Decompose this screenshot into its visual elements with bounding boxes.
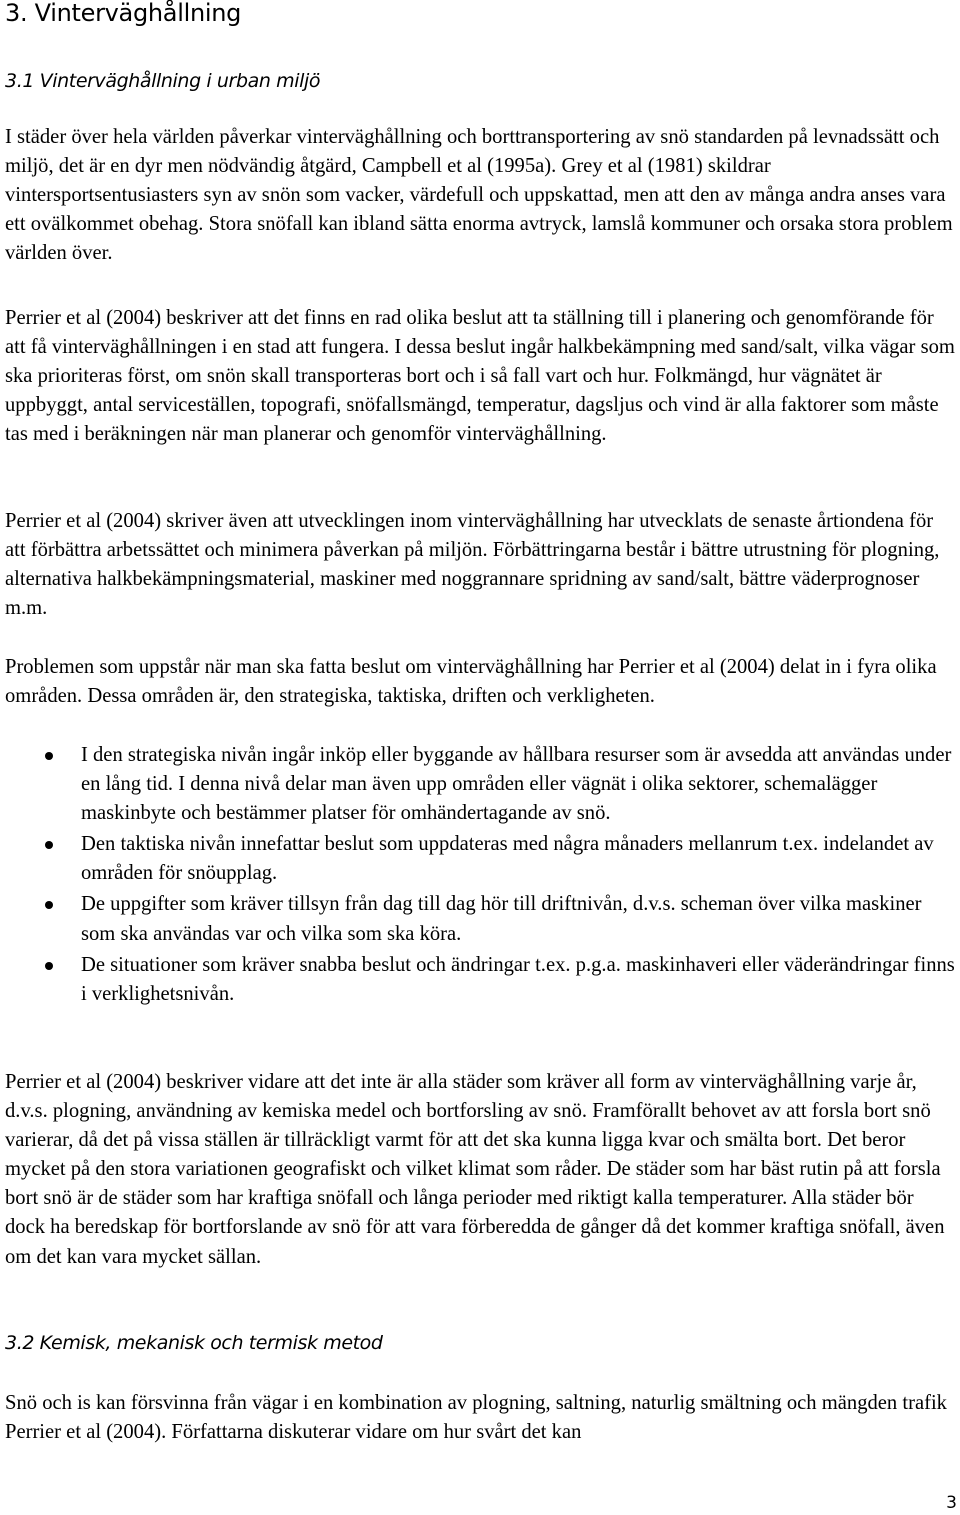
section-heading-3-1: 3.1 Vinterväghållning i urban miljö [5, 70, 321, 92]
bullet-icon [45, 962, 53, 970]
list-item-reality [5, 951, 957, 1009]
section-heading-3-2: 3.2 Kemisk, mekanisk och termisk metod [5, 1332, 383, 1354]
decision-levels-list [5, 741, 957, 1011]
page-number: 3 [946, 1493, 957, 1513]
bullet-icon [45, 841, 53, 849]
bullet-icon [45, 901, 53, 909]
list-item-text: De uppgifter som kräver tillsyn från dag till dag hör till driftnivån, d.v.s. scheman över vilka maskiner som ska användas var och vilka som ska köra. [81, 893, 922, 945]
paragraph-methods: Snö och is kan försvinna från vägar i en kombination av plogning, saltning, naturlig smältning och mängden trafik Perrier et al (2004). Författarna diskuterar vidare om hur svårt det kan [5, 1392, 947, 1444]
list-item-operational [5, 890, 957, 948]
bullet-icon [45, 752, 53, 760]
list-item-strategic [5, 741, 957, 828]
paragraph-decisions: Perrier et al (2004) beskriver att det finns en rad olika beslut att ta ställning till i planering och genomförande för att få vinterväghållningen i en stad att fungera. I dessa beslut ingår halkbekämpning med sand/salt, vilka vägar som ska prioriteras först, om snön skall transporteras bort och i så fall vart och hur. Folkmängd, hur vägnätet är uppbyggt, antal serviceställen, topografi, snöfallsmängd, temperatur, dagsljus och vind är alla faktorer som måste tas med i beräkningen när man planerar och genomför vinterväghållning. [5, 307, 955, 446]
list-item-text: Den taktiska nivån innefattar beslut som uppdateras med några månaders mellanrum t.ex. indelandet av områden för snöupplag. [81, 833, 934, 885]
paragraph-problem-areas: Problemen som uppstår när man ska fatta beslut om vinterväghållning har Perrier et al (2004) delat in i fyra olika områden. Dessa områden är, den strategiska, taktiska, driften och verkligheten. [5, 656, 937, 708]
list-item-text: I den strategiska nivån ingår inköp eller byggande av hållbara resurser som är avsedda att användas under en lång tid. I denna nivå delar man även upp områden eller vägnät i olika sektorer, schemalägger maskinbyte och bestämmer platser för omhändertagande av snö. [81, 744, 952, 825]
list-item-text: De situationer som kräver snabba beslut och ändringar t.ex. p.g.a. maskinhaveri eller väderändringar finns i verklighetsnivån. [81, 953, 955, 1005]
paragraph-intro: I städer över hela världen påverkar vinterväghållning och borttransportering av snö standarden på levnadssätt och miljö, det är en dyr men nödvändig åtgärd, Campbell et al (1995a). Grey et al (1981) skildrar vintersportsentusiasters syn av snön som vacker, värdefull och uppskattad, men att den av många andra anses vara ett ovälkommet obehag. Stora snöfall kan ibland sätta enorma avtryck, lamslå kommuner och orsaka stora problem världen över. [5, 126, 953, 265]
list-item-tactical [5, 830, 957, 888]
paragraph-development: Perrier et al (2004) skriver även att utvecklingen inom vinterväghållning har utvecklats de senaste årtiondena för att förbättra arbetssättet och minimera påverkan på miljön. Förbättringarna består i bättre utrustning för plogning, alternativa halkbekämpningsmaterial, maskiner med noggrannare spridning av sand/salt, bättre väderprognoser m.m. [5, 510, 940, 620]
paragraph-removal: Perrier et al (2004) beskriver vidare att det inte är alla städer som kräver all form av vinterväghållning varje år, d.v.s. plogning, användning av kemiska medel och bortforsling av snö. Framförallt behovet av att forsla bort snö varierar, då det på vissa ställen är tillräckligt varmt för att det ska kunna ligga kvar och smälta bort. Det beror mycket på den stora variationen geografiskt och vilket klimat som råder. De städer som har bäst rutin på att forsla bort snö är de städer som har kraftiga snöfall och långa perioder med riktigt kalla temperaturer. Alla städer bör dock ha beredskap för bortforslande av snö för att vara förberedda de gånger då det kommer kraftiga snöfall, även om det kan vara mycket sällan. [5, 1071, 945, 1268]
chapter-heading: 3. Vinterväghållning [5, 0, 242, 27]
